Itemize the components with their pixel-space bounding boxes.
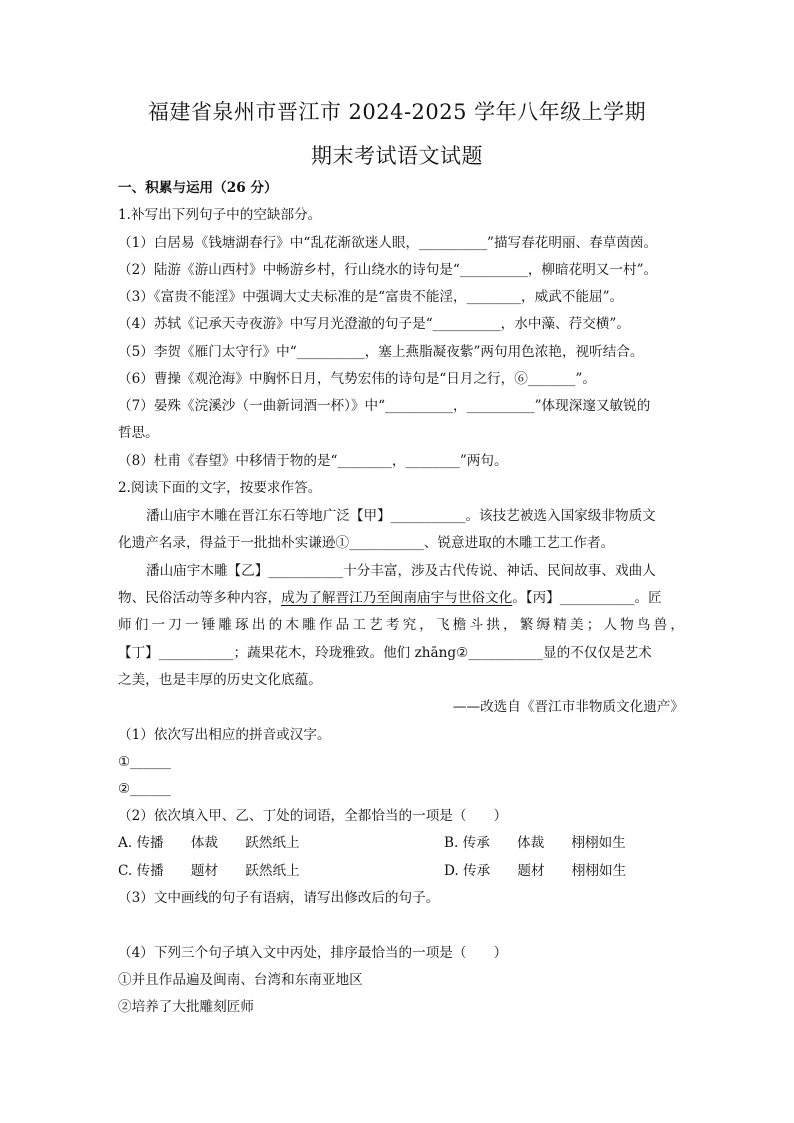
passage-p2-line3: 师们一刀一锤雕琢出的木雕作品工艺考究，飞檐斗拱，繁缛精美；人物鸟兽， (118, 617, 684, 633)
passage-p2-line4: 【丁】___________；蔬果花木，玲珑雅致。他们 zhāng②___________显的不仅仅是艺术 (118, 645, 652, 661)
q1-item-5: （5）李贺《雁门太守行》中“__________，塞上燕脂凝夜紫”两句用色浓艳，视听结合。 (118, 344, 644, 360)
passage-p1-line1: 潘山庙宇木雕在晋江东石等地广泛【甲】___________。该技艺被选入国家级非物质文 (146, 508, 656, 524)
passage-source: ——改选自《晋江市非物质文化遗产》 (452, 699, 684, 715)
q1-item-8: （8）杜甫《春望》中移情于物的是“________，________”两句。 (118, 453, 508, 469)
doc-title-line2: 期末考试语文试题 (311, 144, 483, 168)
option-a: A. 传播 体裁 跃然纸上 (118, 835, 300, 851)
passage-p1-line2: 化遗产名录，得益于一批拙朴实谦逊①___________、锐意进取的木雕工艺工作者。 (118, 535, 615, 551)
answer-blank-2: ②______ (118, 781, 171, 797)
q1-item-4: （4）苏轼《记承天寺夜游》中写月光澄澈的句子是“__________，水中藻、荇交横”。 (118, 316, 630, 332)
passage-p2-line2 (118, 588, 684, 608)
sub-question-1: （1）依次写出相应的拼音或汉字。 (118, 727, 331, 743)
doc-title-line1: 福建省泉州市晋江市 2024-2025 学年八年级上学期 (147, 100, 647, 124)
q1-item-2: （2）陆游《游山西村》中畅游乡村，行山绕水的诗句是“__________，柳暗花明又一村”。 (118, 262, 658, 278)
sentence-1: ①并且作品遍及闽南、台湾和东南亚地区 (118, 972, 363, 988)
q1-item-7-cont: 哲思。 (118, 425, 159, 441)
q1-item-1: （1）白居易《钱塘湖春行》中“乱花渐欲迷人眼，__________”描写春花明丽、春草茵茵。 (118, 235, 658, 251)
passage-text: 物、民俗活动等多种内容， (118, 590, 282, 606)
passage-p2-line5: 之美，也是丰厚的历史文化底蕴。 (118, 672, 322, 688)
answer-blank-1: ①______ (118, 754, 171, 770)
sub-question-3: （3）文中画线的句子有语病，请写出修改后的句子。 (118, 890, 440, 906)
q1-item-6: （6）曹操《观沧海》中胸怀日月，气势宏伟的诗句是“日月之行，⑥_______”。 (118, 371, 596, 387)
sentence-2: ②培养了大批雕刻匠师 (118, 999, 254, 1015)
sub-question-2: （2）依次填入甲、乙、丁处的词语，全都恰当的一项是（ ） (118, 808, 508, 824)
option-c: C. 传播 题材 跃然纸上 (118, 863, 300, 879)
question-2-stem: 2.阅读下面的文字，按要求作答。 (118, 480, 322, 496)
option-b: B. 传承 体裁 栩栩如生 (444, 835, 626, 851)
question-1-stem: 1.补写出下列句子中的空缺部分。 (118, 207, 322, 223)
sub-question-4: （4）下列三个句子填入文中丙处，排序最恰当的一项是（ ） (118, 945, 508, 961)
section-heading: 一、积累与运用（26 分） (118, 180, 278, 196)
underlined-sentence: 成为了解晋江乃至闽南庙宇与世俗文化 (281, 590, 513, 606)
option-d: D. 传承 题材 栩栩如生 (444, 863, 627, 879)
passage-text: 。【丙】___________。匠 (512, 590, 662, 606)
passage-p2-line1: 潘山庙宇木雕【乙】___________十分丰富，涉及古代传说、神话、民间故事、戏曲人 (146, 563, 656, 579)
q1-item-3: （3）《富贵不能淫》中强调大丈夫标准的是“富贵不能淫，________，威武不能屈”。 (118, 289, 624, 305)
q1-item-7: （7）晏殊《浣溪沙（一曲新词酒一杯）》中“__________，__________”体现深邃又敏锐的 (118, 398, 651, 414)
